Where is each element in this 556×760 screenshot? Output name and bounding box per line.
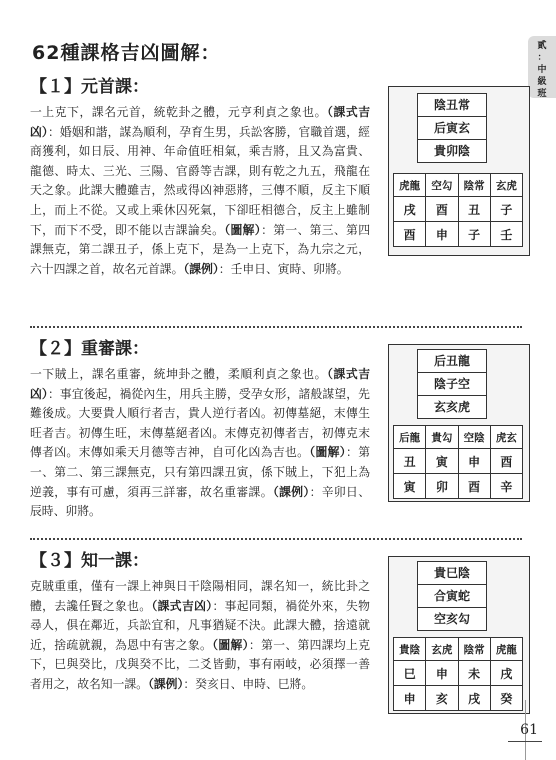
- lesson-diagram: [388, 556, 530, 714]
- body-text: ：癸亥日、申時、巳將。: [183, 676, 314, 691]
- lesson-cell: 壬: [490, 222, 522, 247]
- lesson-cell: 申: [394, 686, 426, 711]
- transmission: 合寅蛇: [418, 585, 486, 608]
- lesson-cell: 戌: [458, 686, 490, 711]
- lesson-cell: 戌: [490, 661, 522, 686]
- side-tab-char: ：: [537, 53, 547, 63]
- label-diagram: （圖解）: [224, 222, 262, 237]
- lesson-header: 虎龍: [490, 638, 522, 661]
- body-text: ：婚姻和諧，謀為順利，孕育生男，兵訟客勝，官職首選，經商獲利，如日辰、用神、年命值旺相氣，乘吉將，且又為富貴、龍德、時太、三光、三陽、官爵等吉課，則有乾之九五，飛龍在天之象。此課大體雖吉，然或得凶神惡將，三傳不順，反主下順上，而上不從。又或上乘休囚死氣，下卻旺相德合，反主上雖制下，而下不受，即不能以吉課論矣。: [30, 124, 370, 237]
- body-text: ：第一、第二、第三課無克，只有第四課丑寅，係下賊上，下犯上為逆義，事有可慮，須再三詳審，故名重審課。: [30, 445, 370, 499]
- lesson-cell: 丑: [394, 449, 426, 474]
- lesson-cell: 寅: [394, 474, 426, 499]
- section-divider: [30, 538, 522, 540]
- lesson-cell: 亥: [426, 686, 458, 711]
- lesson-cell: 癸: [490, 686, 522, 711]
- body-text: ：辛卯日、辰時、卯將。: [30, 484, 370, 519]
- page-number: 61: [520, 722, 538, 738]
- transmission: 玄亥虎: [433, 400, 470, 414]
- section-name: 元首課：: [81, 77, 149, 97]
- transmission: 空亥勾: [433, 612, 470, 626]
- section-body: [30, 577, 370, 695]
- body-text: ：第一、第三、第四課無克，第二課丑子，係上克下，是為一上克下，為九宗之元，六十四課之首，故名元首課。: [30, 222, 370, 276]
- transmission: 陰子空: [418, 373, 486, 396]
- section-body: [30, 365, 370, 522]
- lesson-header: 玄虎: [490, 174, 522, 197]
- lesson-diagram: [388, 86, 530, 256]
- lesson-header: 玄虎: [426, 638, 458, 661]
- lesson-cell: 丑: [458, 197, 490, 222]
- four-lessons-table: [393, 425, 523, 499]
- section-number: 【３】: [30, 551, 81, 571]
- four-lessons-table: [393, 173, 523, 247]
- body-text: ：事宜後起，禍從內生，用兵主勝，受孕女形，諸般謀望，先難後成。大要貴人順行者吉，貴人逆行者凶。初傳墓絕，末傳生旺者吉。初傳生旺，末傳墓絕者凶。末傳克初傳者吉，初傳克末傳者凶。末傳如乘天月德等吉神，自可化凶為吉也。: [30, 386, 370, 460]
- lesson-header: 虎玄: [490, 426, 522, 449]
- lesson-cell: 寅: [426, 449, 458, 474]
- three-transmissions: [417, 561, 487, 631]
- section-2: [30, 334, 370, 522]
- lesson-cell: 酉: [458, 474, 490, 499]
- lesson-cell: 未: [458, 661, 490, 686]
- transmission: 貴卯陰: [433, 144, 470, 158]
- lesson-header: 空勾: [426, 174, 458, 197]
- label-example: （課例）: [183, 261, 219, 276]
- section-3: [30, 546, 370, 695]
- chapter-side-tab: [528, 36, 556, 98]
- side-tab-char: 貳: [537, 41, 547, 51]
- lesson-cell: 申: [426, 222, 458, 247]
- lesson-header: 后龍: [394, 426, 426, 449]
- section-body: [30, 103, 370, 279]
- lesson-cell: 辛: [490, 474, 522, 499]
- lesson-cell: 酉: [394, 222, 426, 247]
- label-diagram: （圖解）: [309, 445, 347, 460]
- lesson-cell: 子: [458, 222, 490, 247]
- section-title: [30, 546, 370, 571]
- transmission: 后寅玄: [418, 117, 486, 140]
- side-tab-char: 班: [537, 89, 547, 99]
- side-tab-char: 級: [537, 77, 547, 87]
- label-omen: （課式吉凶）: [30, 367, 370, 401]
- three-transmissions: [417, 93, 487, 163]
- lesson-header: 陰常: [458, 174, 490, 197]
- body-text: 一下賊上，課名重審，統坤卦之體，柔順利貞之象也。: [30, 367, 327, 381]
- lesson-diagram: [388, 344, 530, 502]
- body-text: ：壬申日、寅時、卯將。: [218, 261, 349, 276]
- lesson-cell: 申: [458, 449, 490, 474]
- label-diagram: （圖解）: [212, 637, 249, 652]
- page-title: 62種課格吉凶圖解：: [32, 42, 221, 64]
- transmission: 陰丑常: [418, 94, 486, 117]
- three-transmissions: [417, 349, 487, 419]
- transmission: 貴巳陰: [418, 562, 486, 585]
- lesson-header: 陰常: [458, 638, 490, 661]
- lesson-cell: 酉: [490, 449, 522, 474]
- body-text: 克賊重重，僅有一課上神與日干陰陽相同，課名知一，統比卦之體，去讒任賢之象也。: [30, 579, 370, 613]
- body-text: 一上克下，課名元首，統乾卦之體，元亨利貞之象也。: [30, 105, 327, 119]
- section-name: 知一課：: [81, 551, 149, 571]
- body-text: ：事起同類，禍從外來，失物尋人，俱在鄰近，兵訟宜和，凡事猶疑不決。此課大體，捨遠就近，捨疏就親，為恩中有害之象。: [30, 598, 370, 652]
- lesson-cell: 巳: [394, 661, 426, 686]
- lesson-cell: 子: [490, 197, 522, 222]
- section-divider: [30, 326, 522, 328]
- page-number-rule: [508, 741, 542, 742]
- section-title: [30, 334, 370, 359]
- transmission: 后丑龍: [418, 350, 486, 373]
- lesson-cell: 卯: [426, 474, 458, 499]
- body-text: ：第一、第四課均上克下，巳與癸比，戊與癸不比，二爻皆動，事有兩岐，必須擇一善者用之，故名知一課。: [30, 637, 370, 691]
- label-omen: （課式吉凶）: [151, 598, 213, 613]
- lesson-cell: 酉: [426, 197, 458, 222]
- lesson-cell: 申: [426, 661, 458, 686]
- side-tab-char: 中: [537, 65, 547, 75]
- label-omen: （課式吉凶）: [30, 105, 370, 139]
- label-example: （課例）: [272, 484, 310, 499]
- section-number: 【１】: [30, 77, 81, 97]
- lesson-header: 貴勾: [426, 426, 458, 449]
- label-example: （課例）: [147, 676, 184, 691]
- section-1: [30, 72, 370, 279]
- section-title: [30, 72, 370, 97]
- section-number: 【２】: [30, 339, 81, 359]
- lesson-header: 空陰: [458, 426, 490, 449]
- four-lessons-table: [393, 637, 523, 711]
- lesson-header: 虎龍: [394, 174, 426, 197]
- lesson-cell: 戌: [394, 197, 426, 222]
- section-name: 重審課：: [81, 339, 149, 359]
- lesson-header: 貴陰: [394, 638, 426, 661]
